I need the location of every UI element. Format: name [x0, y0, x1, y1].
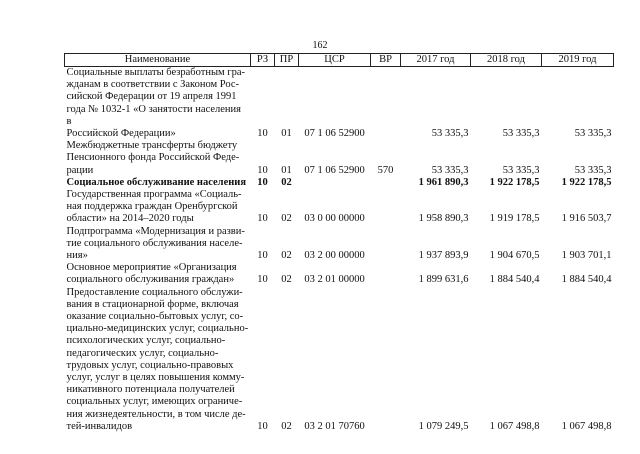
header-pr: ПР [275, 54, 299, 67]
table-row [65, 189, 614, 226]
header-row [65, 54, 614, 67]
cell-vr [371, 177, 401, 189]
cell-2019: 53 335,3 [574, 128, 612, 140]
header-2018: 2018 год [471, 54, 542, 67]
cell-2018: 1 919 178,5 [489, 213, 540, 225]
cell-pr: 02 [281, 213, 292, 225]
cell-pr: 02 [281, 420, 292, 432]
name-line: социального обслуживания граждан» [66, 274, 235, 286]
name-line: трудовых услуг, социально-правовых [66, 359, 234, 371]
header-csr: ЦСР [299, 54, 371, 67]
name-line: года № 1032-1 «О занятости населения в [66, 103, 242, 127]
name-line: области» на 2014–2020 годы [66, 213, 194, 225]
cell-vr [371, 226, 401, 263]
name-line: Межбюджетные трансферты бюджету [66, 140, 238, 152]
name-line: Основное мероприятие «Организация [66, 262, 237, 274]
cell-vr [371, 189, 401, 226]
cell-name [65, 226, 251, 263]
cell-rz: 10 [257, 250, 268, 262]
name-line: никативного потенциала получателей [66, 384, 235, 396]
cell-csr: 07 1 06 52900 [304, 128, 365, 140]
cell-pr: 02 [281, 250, 292, 262]
header-rz: РЗ [251, 54, 275, 67]
table-row [65, 177, 614, 189]
name-line: циально-медицинских услуг, социально- [66, 323, 249, 335]
name-line: тей-инвалидов [66, 420, 133, 432]
table-row [65, 140, 614, 177]
cell-name [65, 140, 251, 177]
name-line: Государственная программа «Социаль- [66, 189, 242, 201]
table-body [65, 67, 614, 434]
table-row [65, 67, 614, 141]
cell-2018: 1 922 178,5 [489, 176, 540, 188]
cell-rz: 10 [257, 164, 268, 176]
name-line: оказание социально-бытовых услуг, со- [66, 311, 244, 323]
name-line: педагогических услуг, социально- [66, 347, 219, 359]
cell-rz: 10 [257, 176, 268, 188]
cell-pr: 01 [281, 164, 292, 176]
cell-2019: 53 335,3 [574, 164, 612, 176]
cell-2018: 53 335,3 [502, 164, 540, 176]
cell-2017: 1 899 631,6 [418, 274, 469, 286]
name-line: Социальное обслуживание населения [66, 176, 247, 188]
cell-pr: 02 [281, 176, 292, 188]
table-row [65, 262, 614, 286]
cell-rz: 10 [257, 213, 268, 225]
name-line: услуг, услуг в целях повышения комму- [66, 372, 245, 384]
name-line: Предоставление социального обслужи- [66, 286, 243, 298]
cell-vr [371, 67, 401, 141]
cell-name [65, 189, 251, 226]
cell-csr: 03 2 00 00000 [304, 250, 365, 262]
cell-2019: 1 884 540,4 [561, 274, 612, 286]
name-line: ная поддержка граждан Оренбургской [66, 201, 238, 213]
cell-2017: 1 937 893,9 [418, 250, 469, 262]
name-line: Российской Федерации» [66, 128, 176, 140]
name-line: ния жизнедеятельности, в том числе де- [66, 408, 246, 420]
name-line: тие социального обслуживания населе- [66, 237, 243, 249]
name-line: вания в стационарной форме, включая [66, 298, 239, 310]
cell-pr: 02 [281, 274, 292, 286]
header-2017: 2017 год [401, 54, 471, 67]
cell-2019: 1 903 701,1 [561, 250, 612, 262]
cell-vr: 570 [377, 164, 394, 176]
cell-name [65, 287, 251, 433]
name-line: Пенсионного фонда Российской Феде- [66, 152, 240, 164]
cell-pr: 01 [281, 128, 292, 140]
cell-csr: 03 0 00 00000 [304, 213, 365, 225]
budget-table [64, 53, 614, 433]
cell-vr [371, 287, 401, 433]
cell-2019: 1 916 503,7 [561, 213, 612, 225]
cell-2017: 1 079 249,5 [418, 420, 469, 432]
name-line: Подпрограмма «Модернизация и разви- [66, 225, 245, 237]
cell-vr [371, 262, 401, 286]
name-line: рации [66, 164, 94, 176]
cell-2018: 1 884 540,4 [489, 274, 540, 286]
cell-csr [299, 177, 371, 189]
cell-2017: 53 335,3 [431, 164, 469, 176]
header-vr: ВР [371, 54, 401, 67]
cell-2017: 1 958 890,3 [418, 213, 469, 225]
cell-2019: 1 922 178,5 [561, 176, 612, 188]
header-2019: 2019 год [542, 54, 614, 67]
cell-name [65, 67, 251, 141]
cell-csr: 03 2 01 00000 [304, 274, 365, 286]
table-row [65, 226, 614, 263]
cell-rz: 10 [257, 274, 268, 286]
cell-name [65, 262, 251, 286]
name-line: жданам в соответствии с Законом Рос- [66, 79, 240, 91]
cell-name [65, 177, 251, 189]
name-line: сийской Федерации от 19 апреля 1991 [66, 91, 237, 103]
cell-2017: 53 335,3 [431, 128, 469, 140]
name-line: Социальные выплаты безработным гра- [66, 67, 246, 78]
header-name: Наименование [65, 54, 251, 67]
cell-2018: 1 904 670,5 [489, 250, 540, 262]
table-row [65, 287, 614, 433]
cell-2019: 1 067 498,8 [561, 420, 612, 432]
name-line: ния» [66, 250, 88, 262]
cell-2018: 53 335,3 [502, 128, 540, 140]
cell-csr: 07 1 06 52900 [304, 164, 365, 176]
cell-csr: 03 2 01 70760 [304, 420, 365, 432]
name-line: социальных услуг, имеющих ограниче- [66, 396, 243, 408]
name-line: психологических услуг, социально- [66, 335, 226, 347]
cell-2017: 1 961 890,3 [418, 176, 469, 188]
page-number: 162 [312, 40, 328, 51]
cell-rz: 10 [257, 128, 268, 140]
cell-2018: 1 067 498,8 [489, 420, 540, 432]
cell-rz: 10 [257, 420, 268, 432]
